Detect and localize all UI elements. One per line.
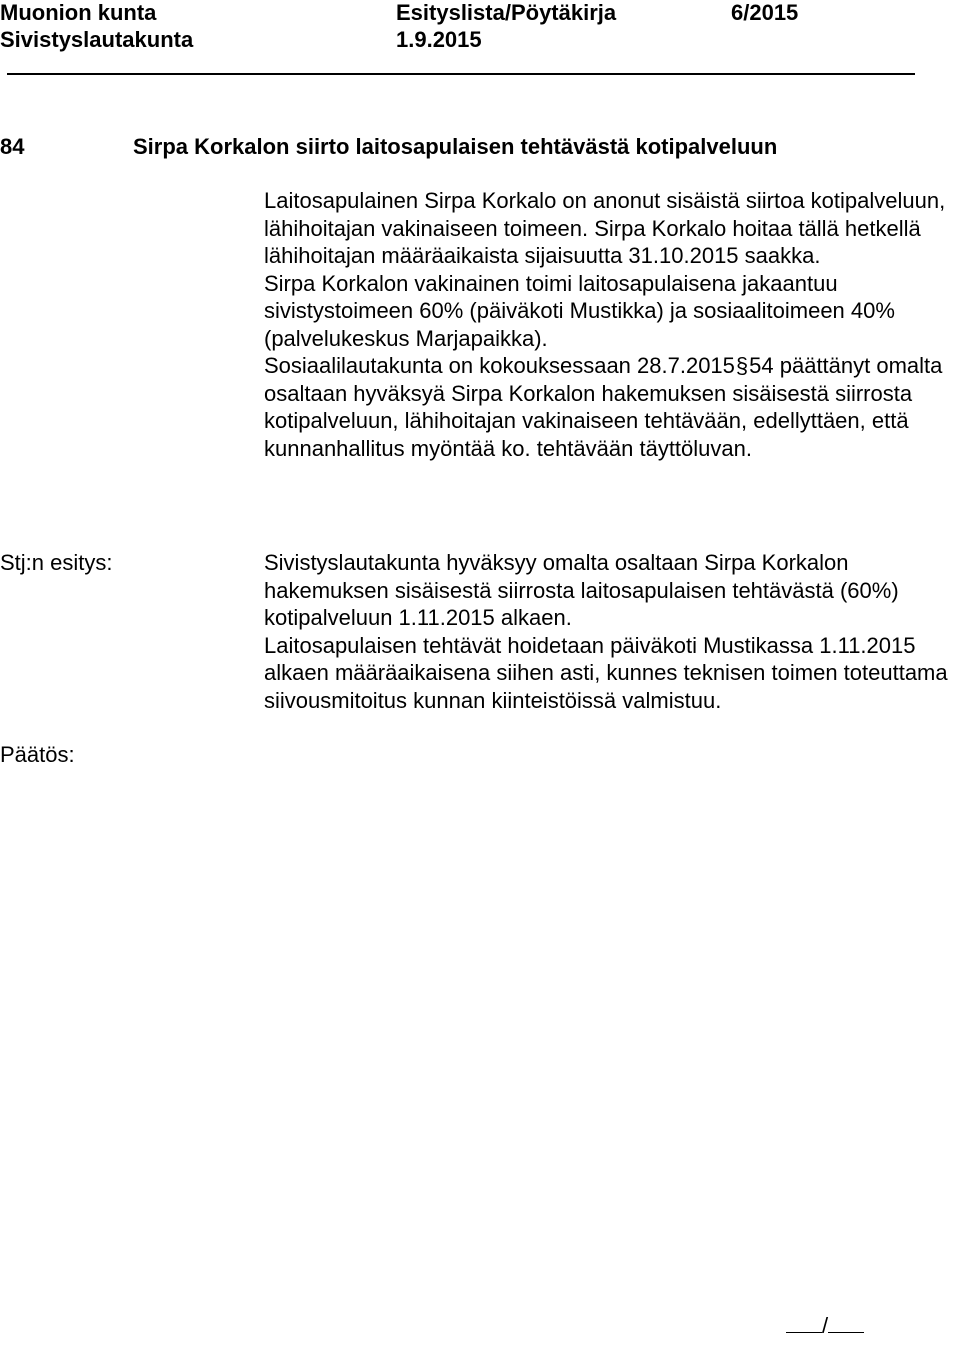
initials-field [786,1313,864,1339]
background-paragraph-3 [264,352,954,462]
initials-blank-right [828,1314,864,1333]
municipality-name: Muonion kunta [0,0,157,25]
header-divider [7,73,915,75]
document-type: Esityslista/Pöytäkirja [396,0,617,25]
meeting-date: 1.9.2015 [396,27,482,52]
proposal-text [264,549,954,714]
proposal-paragraph-1: Sivistyslautakunta hyväksyy omalta osaltaan Sirpa Korkalon hakemuksen sisäisestä siirrosta laitosapulaisen tehtävästä (60%) kotipalveluun 1.11.2015 alkaen. [264,550,899,630]
meeting-number: 6/2015 [731,0,799,25]
background-paragraph-1: Laitosapulainen Sirpa Korkalo on anonut sisäistä siirtoa kotipalveluun, lähihoitajan vakinaiseen toimeen. Sirpa Korkalo hoitaa tällä hetkellä lähihoitajan määräaikaista sijaisuutta 31.10.2015 saakka. [264,188,946,268]
proposal-label: Stj:n esitys: [0,550,113,575]
background-paragraph-3-end: 54 päättänyt omalta osaltaan hyväksyä Sirpa Korkalon hakemuksen sisäisestä siirrosta kotipalveluun, lähihoitajan vakinaiseen tehtävään, edellyttäen, että kunnanhallitus myöntää ko. tehtävään täyttöluvan. [264,353,943,461]
initials-blank-left [786,1314,822,1333]
background-paragraph-3-start: Sosiaalilautakunta on kokouksessaan 28.7.2015 [264,353,735,378]
section-sign: § [735,353,749,378]
board-name: Sivistyslautakunta [0,27,194,52]
decision-label: Päätös: [0,742,75,767]
background-text [264,187,954,462]
section-number: 84 [0,134,25,159]
proposal-paragraph-2: Laitosapulaisen tehtävät hoidetaan päiväkoti Mustikassa 1.11.2015 alkaen määräaikaisena siihen asti, kunnes teknisen toimen toteuttama siivousmitoitus kunnan kiinteistöissä valmistuu. [264,632,948,713]
section-title: Sirpa Korkalon siirto laitosapulaisen tehtävästä kotipalveluun [133,134,778,159]
initials-separator: / [822,1313,829,1338]
background-paragraph-2: Sirpa Korkalon vakinainen toimi laitosapulaisena jakaantuu sivistystoimeen 60% (päiväkoti Mustikka) ja sosiaalitoimeen 40% (palvelukeskus Marjapaikka). [264,270,895,351]
